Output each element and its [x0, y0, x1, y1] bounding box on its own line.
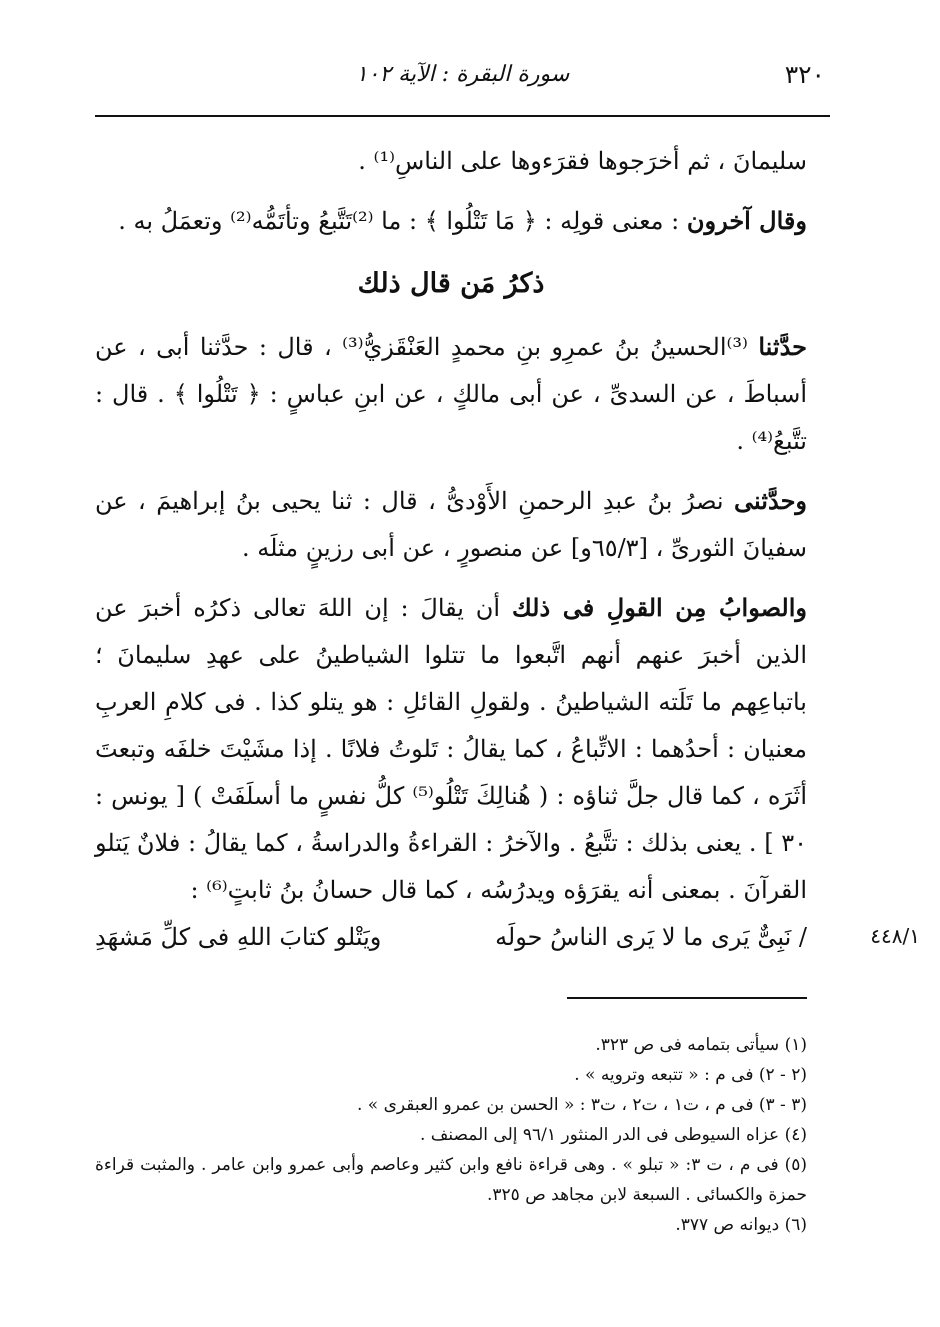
paragraph-3-lead: حدَّثنا	[758, 332, 807, 361]
section-heading: ذكرُ مَن قال ذلك	[357, 268, 545, 299]
paragraph-4-lead: وحدَّثنى	[734, 486, 807, 515]
page-number: ٣٢٠	[784, 60, 825, 89]
running-title: سورة البقرة : الآية ١٠٢	[355, 62, 570, 87]
paragraph-2	[95, 197, 807, 245]
verse-first-hemistich: / نَبِىٌّ يَرى ما لا يَرى الناسُ حولَه	[495, 923, 807, 951]
footnote-2: (٢ - ٢) فى م : « تتبعه وترويه » .	[574, 1065, 807, 1085]
footnotes	[95, 1030, 807, 1240]
paragraph-5-text: أن يقالَ : إن اللهَ تعالى ذكرُه أخبرَ عن الذين أخبرَ عنهم أنهم اتَّبعوا ما تتلوا الشياطينُ على عهدِ سليمانَ ؛ باتباعِهم ما تَلَته الشياطينُ . ولقولِ القائلِ : هو يتلو كذا . فى كلامِ العربِ معنيان : أحدُهما : الاتِّباعُ ، كما يقالُ : تَلوتُ فلانًا . إذا مشَيْتَ خلفَه وتبعتَ أثَرَه ، كما قال جلَّ ثناؤه : ( هُنالِكَ تَتْلُو⁽⁵⁾ كلُّ نفسٍ ما أسلَفَتْ ) [ يونس : ٣٠ ] . يعنى بذلك : تتَّبعُ . والآخرُ : القراءةُ والدراسةُ ، كما يقالُ : فلانٌ يَتلو القرآنَ . بمعنى أنه يقرَؤه ويدرُسُه ، كما قال حسانُ بنُ ثابتٍ⁽⁶⁾ :	[95, 594, 808, 904]
margin-reference: ٤٤٨/١	[870, 924, 920, 948]
paragraph-2-text: : معنى قولِه : ﴿ مَا تَتْلُوا ﴾ : ما ⁽²⁾تَتَّبعُ وتأتَمُّه⁽²⁾ وتعمَلُ به .	[118, 207, 687, 235]
paragraph-4-text: نصرُ بنُ عبدِ الرحمنِ الأَوْدىُّ ، قال : ثنا يحيى بنُ إبراهيمَ ، عن سفيانَ الثورىِّ ، [٦٥/٣و] عن منصورٍ ، عن أبى رزينٍ مثلَه .	[95, 487, 807, 562]
footnote-rule	[567, 997, 807, 999]
paragraph-5	[95, 584, 807, 914]
footnote-1: (١) سيأتى بتمامه فى ص ٣٢٣.	[595, 1035, 807, 1055]
verse-second-hemistich: ويَتْلو كتابَ اللهِ فى كلِّ مَشهَدِ	[95, 923, 382, 951]
paragraph-2-lead: وقال آخرون	[686, 206, 807, 235]
paragraph-3-text: ⁽³⁾الحسينُ بنُ عمرِو بنِ محمدٍ العَنْقَزيُّ⁽³⁾ ، قال : حدَّثنا أبى ، عن أسباطَ ، عن السدىِّ ، عن أبى مالكٍ ، عن ابنِ عباسٍ : ﴿ تَتْلُوا ﴾ . قال : تتَّبعُ⁽⁴⁾ .	[95, 333, 807, 455]
footnote-6: (٦) ديوانه ص ٣٧٧.	[675, 1215, 807, 1235]
header-rule	[95, 115, 830, 117]
paragraph-1: سليمانَ ، ثم أخرَجوها فقرَءوها على الناسِ⁽¹⁾ .	[358, 147, 807, 175]
footnote-5: (٥) فى م ، ت ٣: « تبلو » . وهى قراءة نافع وابن كثير وعاصم وأبى عمرو وابن عامر . والمثبت قراءة حمزة والكسائى . السبعة لابن مجاهد ص ٣٢٥.	[95, 1155, 808, 1205]
paragraph-3	[95, 323, 807, 465]
paragraph-5-lead: والصوابُ مِن القولِ فى ذلك	[511, 593, 808, 622]
main-text	[95, 138, 807, 914]
footnote-4: (٤) عزاه السيوطى فى الدر المنثور ٩٦/١ إلى المصنف .	[420, 1125, 807, 1145]
footnote-3: (٣ - ٣) فى م ، ت١ ، ت٢ ، ت٣ : « الحسن بن عمرو العبقرى » .	[357, 1095, 807, 1115]
paragraph-4	[95, 477, 807, 572]
page-header	[95, 56, 830, 96]
